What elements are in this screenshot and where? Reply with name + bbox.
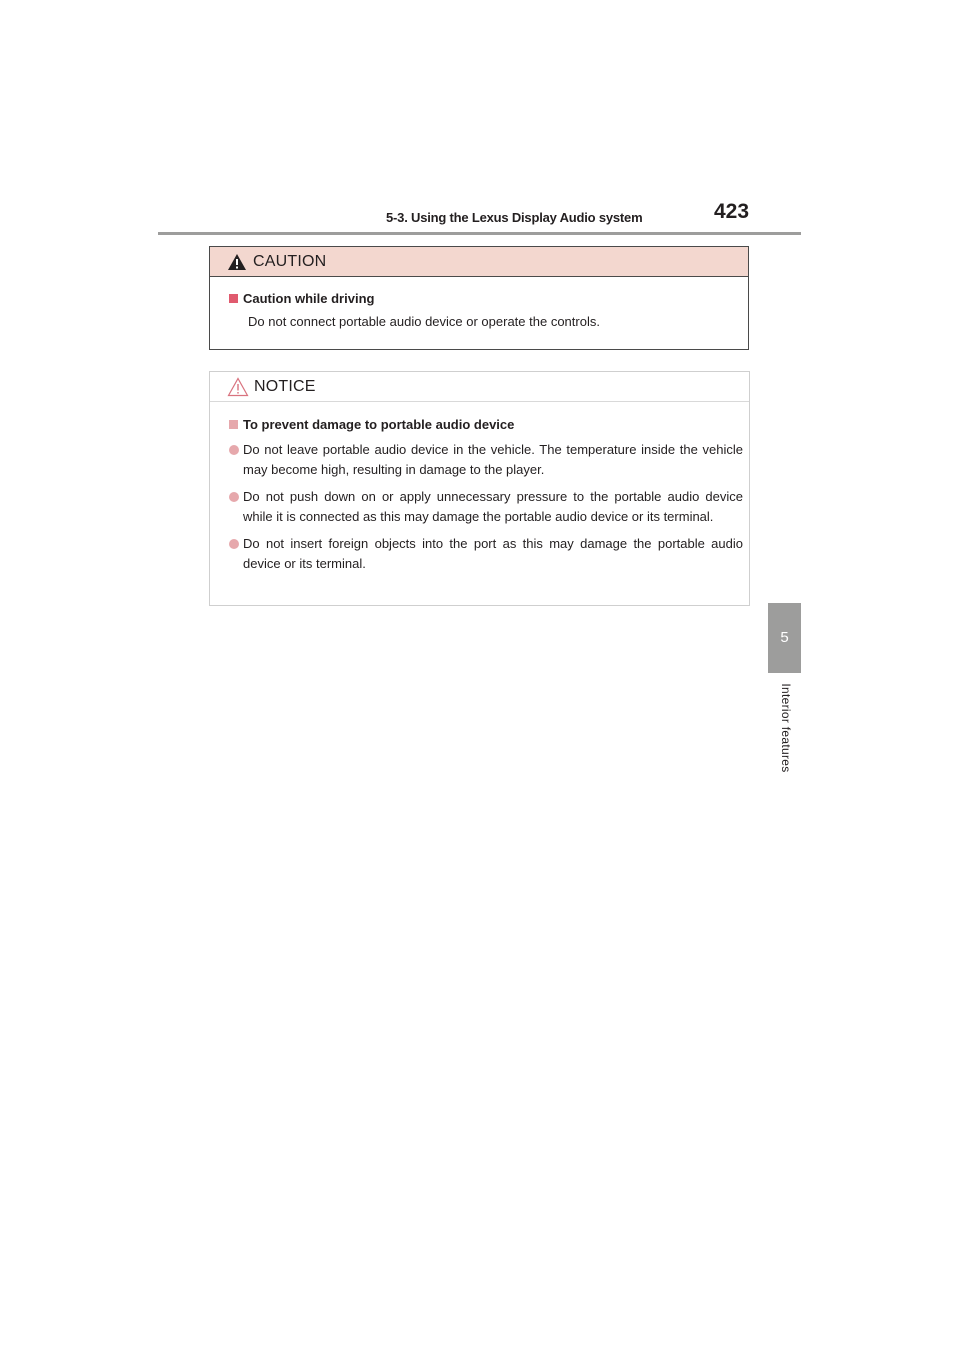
notice-section-title (229, 417, 743, 432)
header-divider (158, 232, 801, 235)
caution-section-title (229, 291, 736, 306)
section-title: 5-3. Using the Lexus Display Audio system (386, 210, 643, 225)
caution-header (210, 247, 748, 277)
caution-box (209, 246, 749, 350)
warning-triangle-icon (227, 253, 247, 271)
list-item: Do not leave portable audio device in the vehicle. The temperature inside the vehicle may become high, resulting in damage to the player. (229, 440, 743, 480)
notice-section-title-text: To prevent damage to portable audio device (243, 417, 515, 432)
round-bullet-icon (229, 445, 239, 455)
notice-header (210, 372, 749, 402)
notice-box (209, 371, 750, 606)
chapter-label: Interior features (779, 683, 793, 773)
notice-body (210, 402, 749, 574)
caution-section-title-text: Caution while driving (243, 291, 375, 306)
notice-heading: NOTICE (254, 377, 316, 395)
caution-text: Do not connect portable audio device or operate the controls. (248, 314, 600, 329)
square-bullet-icon (229, 294, 238, 303)
warning-triangle-outline-icon (227, 377, 249, 397)
round-bullet-icon (229, 492, 239, 502)
caution-heading: CAUTION (253, 252, 327, 270)
list-item: Do not insert foreign objects into the port as this may damage the portable audio device or its terminal. (229, 534, 743, 574)
list-item: Do not push down on or apply unnecessary pressure to the portable audio device while it is connected as this may damage the portable audio device or its terminal. (229, 487, 743, 527)
chapter-tab: 5 (768, 603, 801, 673)
page-number: 423 (714, 200, 750, 223)
notice-list (229, 440, 743, 574)
square-bullet-icon (229, 420, 238, 429)
caution-body (210, 277, 748, 329)
round-bullet-icon (229, 539, 239, 549)
